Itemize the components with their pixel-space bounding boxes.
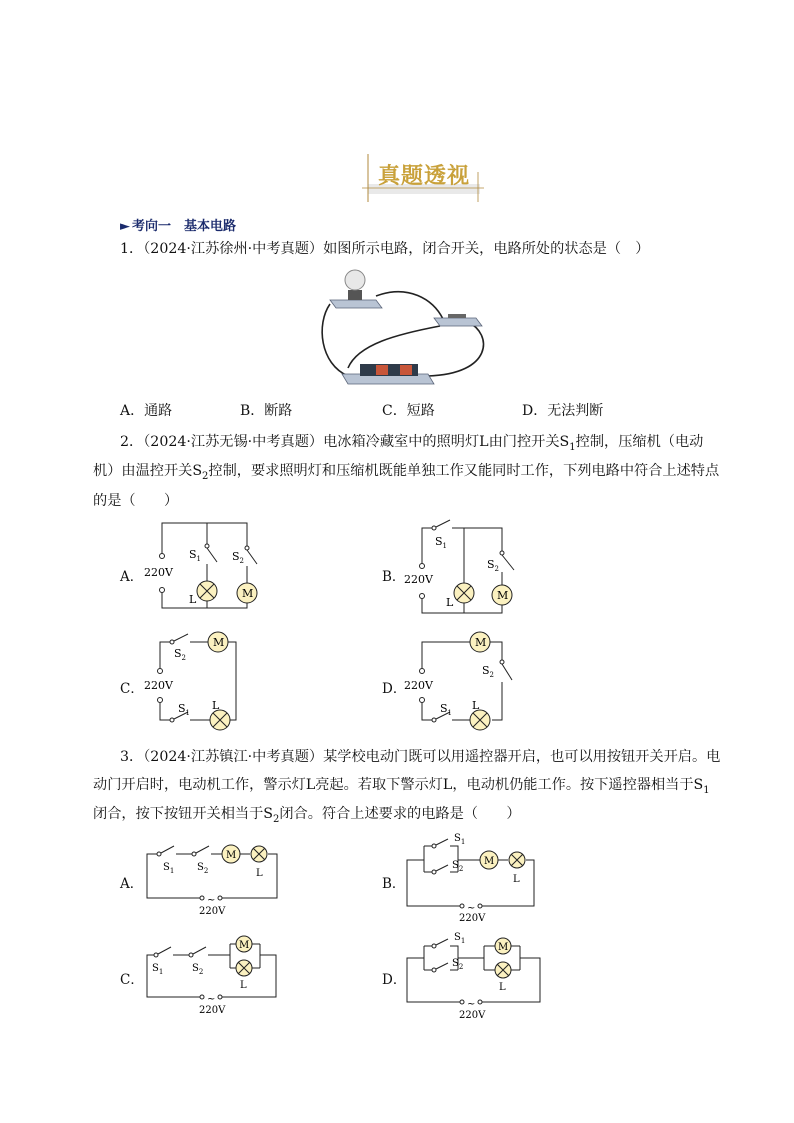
svg-text:S2: $S_2$ [482, 664, 495, 679]
svg-text:M: M [497, 589, 509, 602]
svg-text:M: M [213, 636, 225, 649]
svg-text:S2: $S_2$ [487, 558, 500, 573]
q2-line-2: 机）由温控开关$S_2$控制，要求照明灯和压缩机既能单独工作又能同时工作，下列电路中符合上述特点 [93, 463, 720, 482]
q3-line-1: 3．（2024·江苏镇江·中考真题）某学校电动门既可以用遥控器开启，也可以用按钮开关开启。电 [120, 749, 721, 765]
q2-circuit-a [142, 518, 272, 618]
svg-text:L: L [472, 699, 480, 712]
q3-circuit-b [402, 832, 542, 924]
section-heading [120, 215, 236, 234]
svg-text:S1: $S_1$ [454, 833, 466, 846]
svg-text:220V: 220V [404, 573, 433, 586]
q1-option-c[interactable]: C．短路 [382, 403, 435, 419]
svg-text:S1: $S_1$ [435, 535, 448, 550]
q2-line-3: 的是（ ） [93, 493, 179, 509]
svg-text:M: M [239, 940, 250, 951]
triangle-icon: ► [120, 219, 130, 234]
q1-circuit-photo [318, 264, 490, 392]
banner-title: 真题透视 [378, 164, 471, 189]
svg-text:S1: $S_1$ [163, 862, 175, 875]
q2-option-d[interactable]: D． [382, 681, 407, 697]
section-label: 考向一 基本电路 [132, 219, 237, 234]
svg-text:220V: 220V [459, 913, 486, 924]
q3-line-3: 闭合，按下按钮开关相当于$S_2$闭合。符合上述要求的电路是（ ） [93, 806, 521, 825]
svg-text:220V: 220V [199, 906, 226, 917]
q2-option-c[interactable]: C． [120, 681, 144, 697]
svg-text:S1: $S_1$ [152, 963, 164, 976]
svg-text:~: ~ [467, 999, 476, 1010]
q1-option-b[interactable]: B．断路 [240, 403, 293, 419]
q1-option-d[interactable]: D．无法判断 [522, 403, 604, 419]
svg-text:M: M [484, 856, 495, 867]
q1-stem: 1．（2024·江苏徐州·中考真题）如图所示电路，闭合开关，电路所处的状态是（ ） [120, 241, 650, 257]
svg-text:S2: $S_2$ [232, 550, 245, 565]
svg-text:L: L [189, 593, 197, 606]
q2-option-b[interactable]: B． [382, 569, 406, 585]
svg-text:S2: $S_2$ [197, 862, 209, 875]
svg-text:L: L [240, 980, 247, 991]
svg-text:M: M [226, 850, 237, 861]
q3-circuit-d [402, 926, 548, 1022]
svg-text:L: L [256, 868, 263, 879]
svg-text:S1: $S_1$ [189, 548, 202, 563]
svg-text:~: ~ [207, 895, 216, 906]
q3-option-b[interactable]: B． [382, 876, 406, 892]
svg-text:220V: 220V [404, 679, 433, 692]
svg-text:S2: $S_2$ [174, 647, 187, 662]
q3-option-a[interactable]: A． [120, 876, 144, 892]
svg-text:M: M [475, 636, 487, 649]
svg-text:M: M [498, 942, 509, 953]
svg-text:M: M [242, 587, 254, 600]
q3-circuit-c [142, 930, 282, 1018]
svg-text:~: ~ [207, 994, 216, 1005]
q3-option-c[interactable]: C． [120, 972, 144, 988]
svg-text:220V: 220V [459, 1010, 486, 1021]
svg-text:220V: 220V [144, 566, 173, 579]
q2-circuit-b [402, 518, 532, 618]
q2-circuit-d [402, 628, 517, 733]
svg-text:L: L [499, 982, 506, 993]
q3-circuit-a [142, 836, 282, 918]
q3-option-d[interactable]: D． [382, 972, 407, 988]
svg-text:~: ~ [467, 903, 476, 914]
q1-option-a[interactable]: A．通路 [120, 403, 173, 419]
svg-text:L: L [446, 596, 454, 609]
svg-text:S2: $S_2$ [192, 963, 204, 976]
svg-text:S1: $S_1$ [440, 702, 453, 717]
svg-text:L: L [212, 699, 220, 712]
svg-text:S2: $S_2$ [452, 860, 464, 873]
q3-line-2: 动门开启时，电动机工作，警示灯L亮起。若取下警示灯L，电动机仍能工作。按下遥控器相当于$S_1$ [93, 777, 710, 796]
svg-text:S1: $S_1$ [454, 932, 466, 945]
svg-text:S1: $S_1$ [178, 702, 191, 717]
svg-text:220V: 220V [144, 679, 173, 692]
q2-line-1: 2．（2024·江苏无锡·中考真题）电冰箱冷藏室中的照明灯L由门控开关$S_1$控制，压缩机（电动 [120, 434, 704, 453]
svg-text:S2: $S_2$ [452, 958, 464, 971]
q2-option-a[interactable]: A． [120, 569, 144, 585]
svg-text:L: L [513, 874, 520, 885]
svg-text:220V: 220V [199, 1005, 226, 1016]
q2-circuit-c [142, 628, 252, 733]
